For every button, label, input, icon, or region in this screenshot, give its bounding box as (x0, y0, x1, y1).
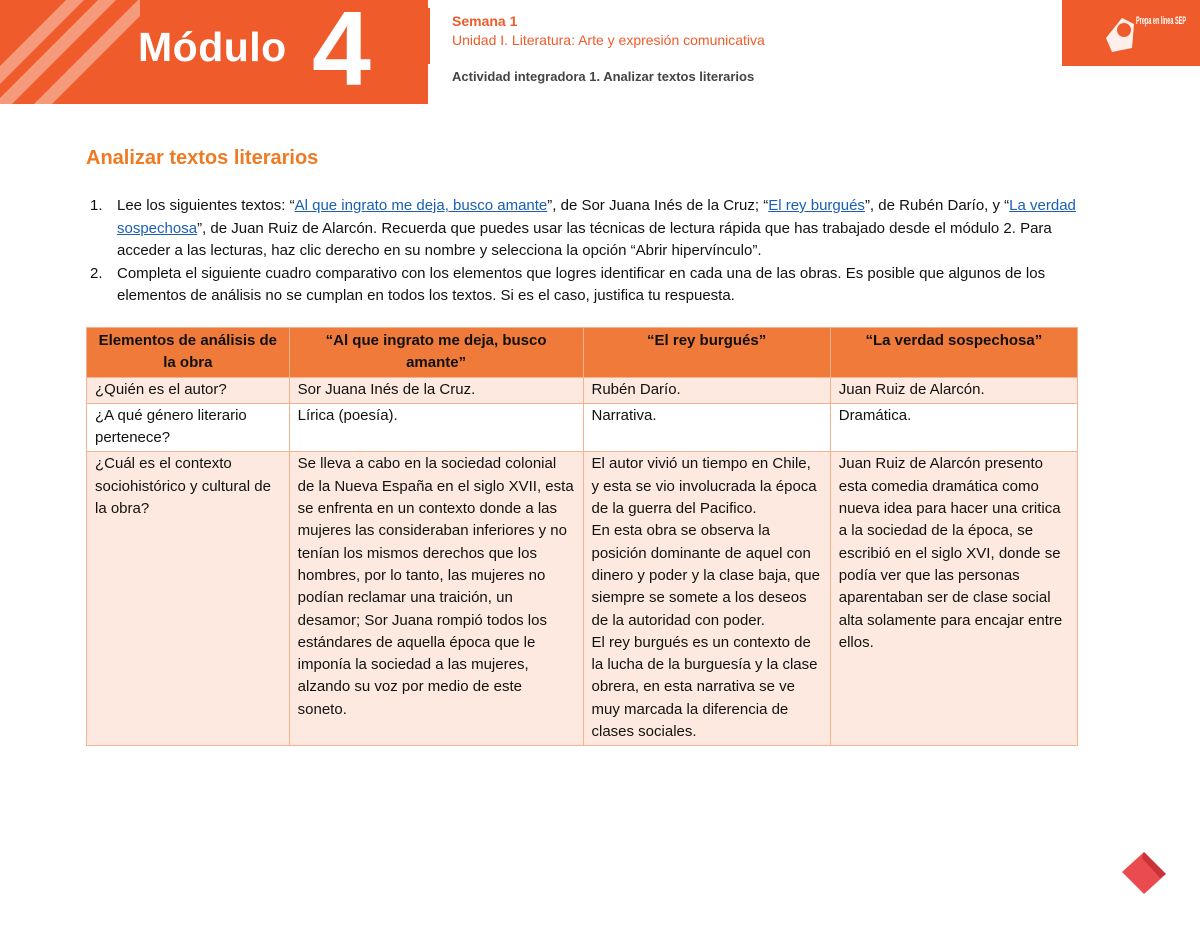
instruction-text: Completa el siguiente cuadro comparativo con los elementos que logres identificar en cada una de las obras. Es posible que algunos de los elementos de análisis no se cumplan en todos los textos. Si es el caso, justifica tu respuesta. (117, 264, 1046, 304)
table-header-cell: Elementos de análisis de la obra (87, 328, 290, 378)
table-row (87, 403, 1078, 452)
page-title: Analizar textos literarios (86, 147, 319, 169)
table-row (87, 377, 1078, 403)
link-la-verdad-sospechosa[interactable]: La verdad sospechosa (117, 197, 1076, 237)
table-cell[interactable] (583, 452, 830, 746)
table-cell[interactable]: Lírica (poesía). (289, 403, 583, 452)
table-cell[interactable]: Rubén Darío. (583, 377, 830, 403)
table-header-cell: “La verdad sospechosa” (830, 328, 1077, 378)
module-label: Módulo (138, 24, 287, 70)
instruction-item-1 (86, 195, 1096, 263)
instruction-text: ”, de Sor Juana Inés de la Cruz; “ (547, 197, 769, 214)
table-cell[interactable]: Juan Ruiz de Alarcón presento esta comedia dramática como nueva idea para hacer una critica a la sociedad de la época, se escribió en el siglo XVI, donde se podía ver que las personas aparentaban ser de clase social alta solamente para encajar entre ellos. (830, 452, 1077, 746)
table-cell[interactable]: Sor Juana Inés de la Cruz. (289, 377, 583, 403)
cell-paragraph: El autor vivió un tiempo en Chile, y esta se vio involucrada la época de la guerra del Pacifico. (591, 455, 817, 518)
cell-paragraph: El rey burgués es un contexto de la lucha de la burguesía y la clase obrera, en esta narrativa se ve muy marcada la diferencia de clases sociales. (591, 633, 818, 741)
comparison-table (86, 327, 1078, 746)
instructions-list (86, 195, 1096, 308)
prepa-en-linea-logo (1088, 8, 1188, 60)
week-label: Semana 1 (452, 13, 518, 29)
logo-text: Prepa en línea SEP (1136, 15, 1186, 27)
module-number: 4 (312, 0, 371, 108)
instruction-item-2 (86, 263, 1096, 308)
activity-title: Actividad integradora 1. Analizar textos literarios (452, 69, 755, 84)
table-header-row (87, 328, 1078, 378)
header-stripes-decoration (0, 0, 140, 104)
instruction-text: ”, de Rubén Darío, y “ (864, 197, 1010, 214)
table-cell[interactable]: Dramática. (830, 403, 1077, 452)
instruction-text: Lee los siguientes textos: “ (117, 197, 295, 214)
link-el-rey-burgues[interactable]: El rey burgués (768, 197, 865, 214)
instruction-number: 2. (90, 264, 103, 282)
link-al-que-ingrato[interactable]: Al que ingrato me deja, busco amante (294, 197, 548, 214)
diamond-decoration-icon (1120, 850, 1170, 896)
header-divider (428, 8, 430, 64)
table-header-cell: “El rey burgués” (583, 328, 830, 378)
table-cell[interactable]: Juan Ruiz de Alarcón. (830, 377, 1077, 403)
instruction-text: ”, de Juan Ruiz de Alarcón. Recuerda que puedes usar las técnicas de lectura rápida que has trabajado desde el módulo 2. Para acceder a las lecturas, haz clic derecho en su nombre y selecciona la opción “Abrir hipervínculo”. (117, 219, 1052, 259)
table-row (87, 452, 1078, 746)
cell-paragraph: En esta obra se observa la posición dominante de aquel con dinero y poder y la clase baja, que siempre se somete a los deseos de la autoridad con poder. (591, 522, 820, 629)
table-cell[interactable]: ¿A qué género literario pertenece? (87, 403, 290, 452)
table-header-cell: “Al que ingrato me deja, busco amante” (289, 328, 583, 378)
table-cell[interactable]: Se lleva a cabo en la sociedad colonial de la Nueva España en el siglo XVII, esta se enfrenta en un contexto donde a las mujeres las consideraban inferiores y no tenían los mismos derechos que los hombres, por lo tanto, las mujeres no podían reclamar una traición, un desamor; Sor Juana rompió todos los estándares de aquella época que le imponía la sociedad a las mujeres, alzando su voz por medio de este soneto. (289, 452, 583, 746)
table-cell[interactable]: ¿Cuál es el contexto sociohistórico y cultural de la obra? (87, 452, 290, 746)
unit-label: Unidad I. Literatura: Arte y expresión comunicativa (452, 32, 765, 48)
table-cell[interactable]: Narrativa. (583, 403, 830, 452)
table-cell[interactable]: ¿Quién es el autor? (87, 377, 290, 403)
instruction-number: 1. (90, 197, 103, 214)
